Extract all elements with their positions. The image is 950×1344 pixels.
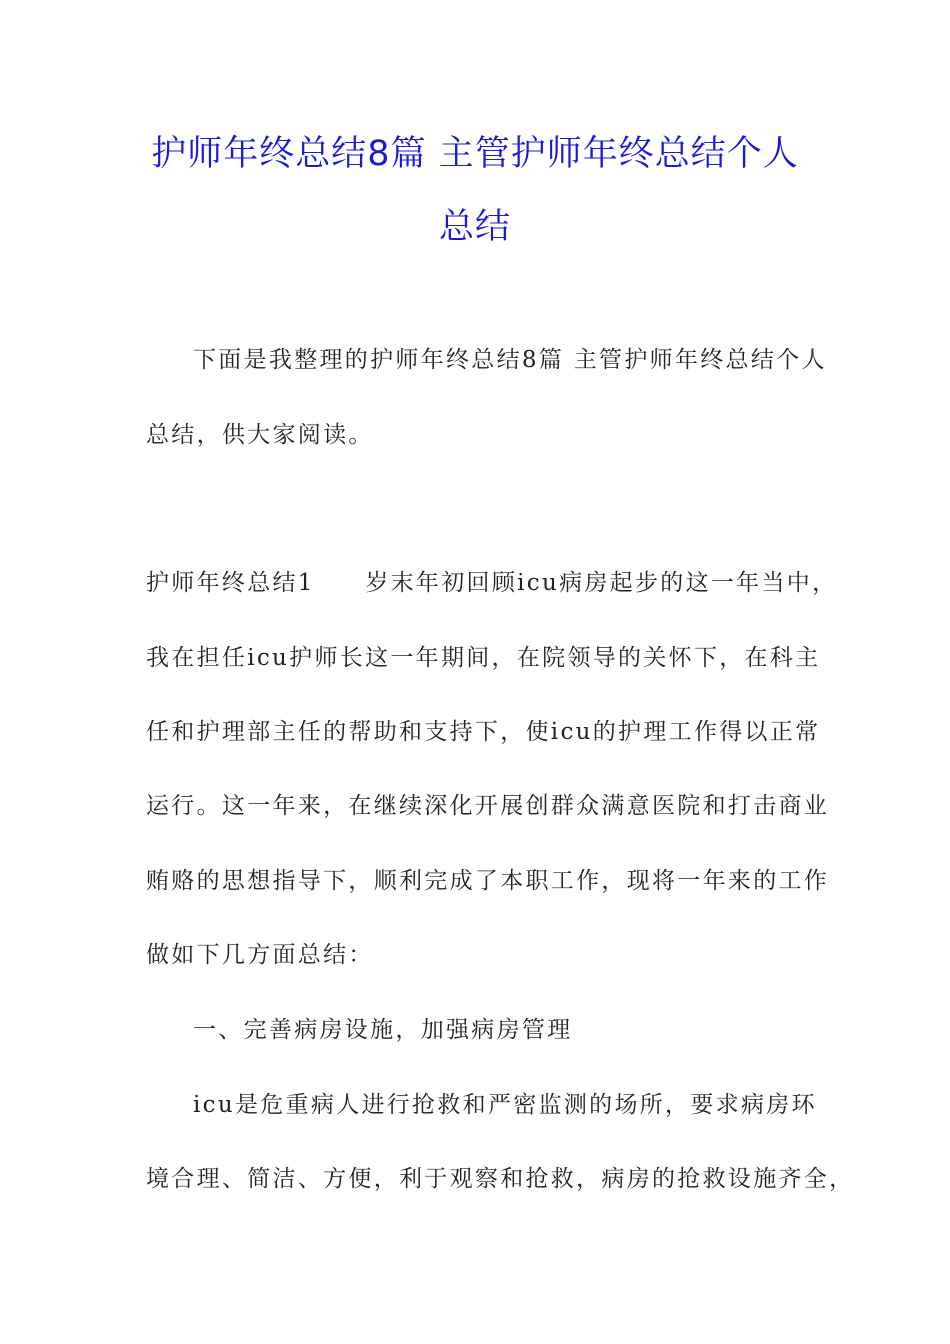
document-title-line-1: 护师年终总结8篇 主管护师年终总结个人 [151, 134, 799, 174]
section1-line-6: 做如下几方面总结： [146, 942, 374, 968]
intro-line-1: 下面是我整理的护师年终总结8篇 主管护师年终总结个人 [193, 347, 827, 373]
section1-line-1: 护师年终总结1 岁末年初回顾icu病房起步的这一年当中， [146, 570, 838, 596]
para2-line-1: icu是危重病人进行抢救和严密监测的场所，要求病房环 [193, 1092, 817, 1118]
section1-line-2: 我在担任icu护师长这一年期间，在院领导的关怀下，在科主 [146, 645, 821, 671]
intro-line-2: 总结，供大家阅读。 [146, 422, 374, 448]
section1-line-5: 贿赂的思想指导下，顺利完成了本职工作，现将一年来的工作 [146, 868, 830, 894]
section1-line-3: 任和护理部主任的帮助和支持下，使icu的护理工作得以正常 [146, 719, 821, 745]
document-title-line-2: 总结 [438, 207, 511, 247]
section1-line-4: 运行。这一年来，在继续深化开展创群众满意医院和打击商业 [146, 793, 830, 819]
para2-line-2: 境合理、简洁、方便，利于观察和抢救，病房的抢救设施齐全， [146, 1166, 855, 1192]
heading-1: 一、完善病房设施，加强病房管理 [193, 1017, 573, 1043]
